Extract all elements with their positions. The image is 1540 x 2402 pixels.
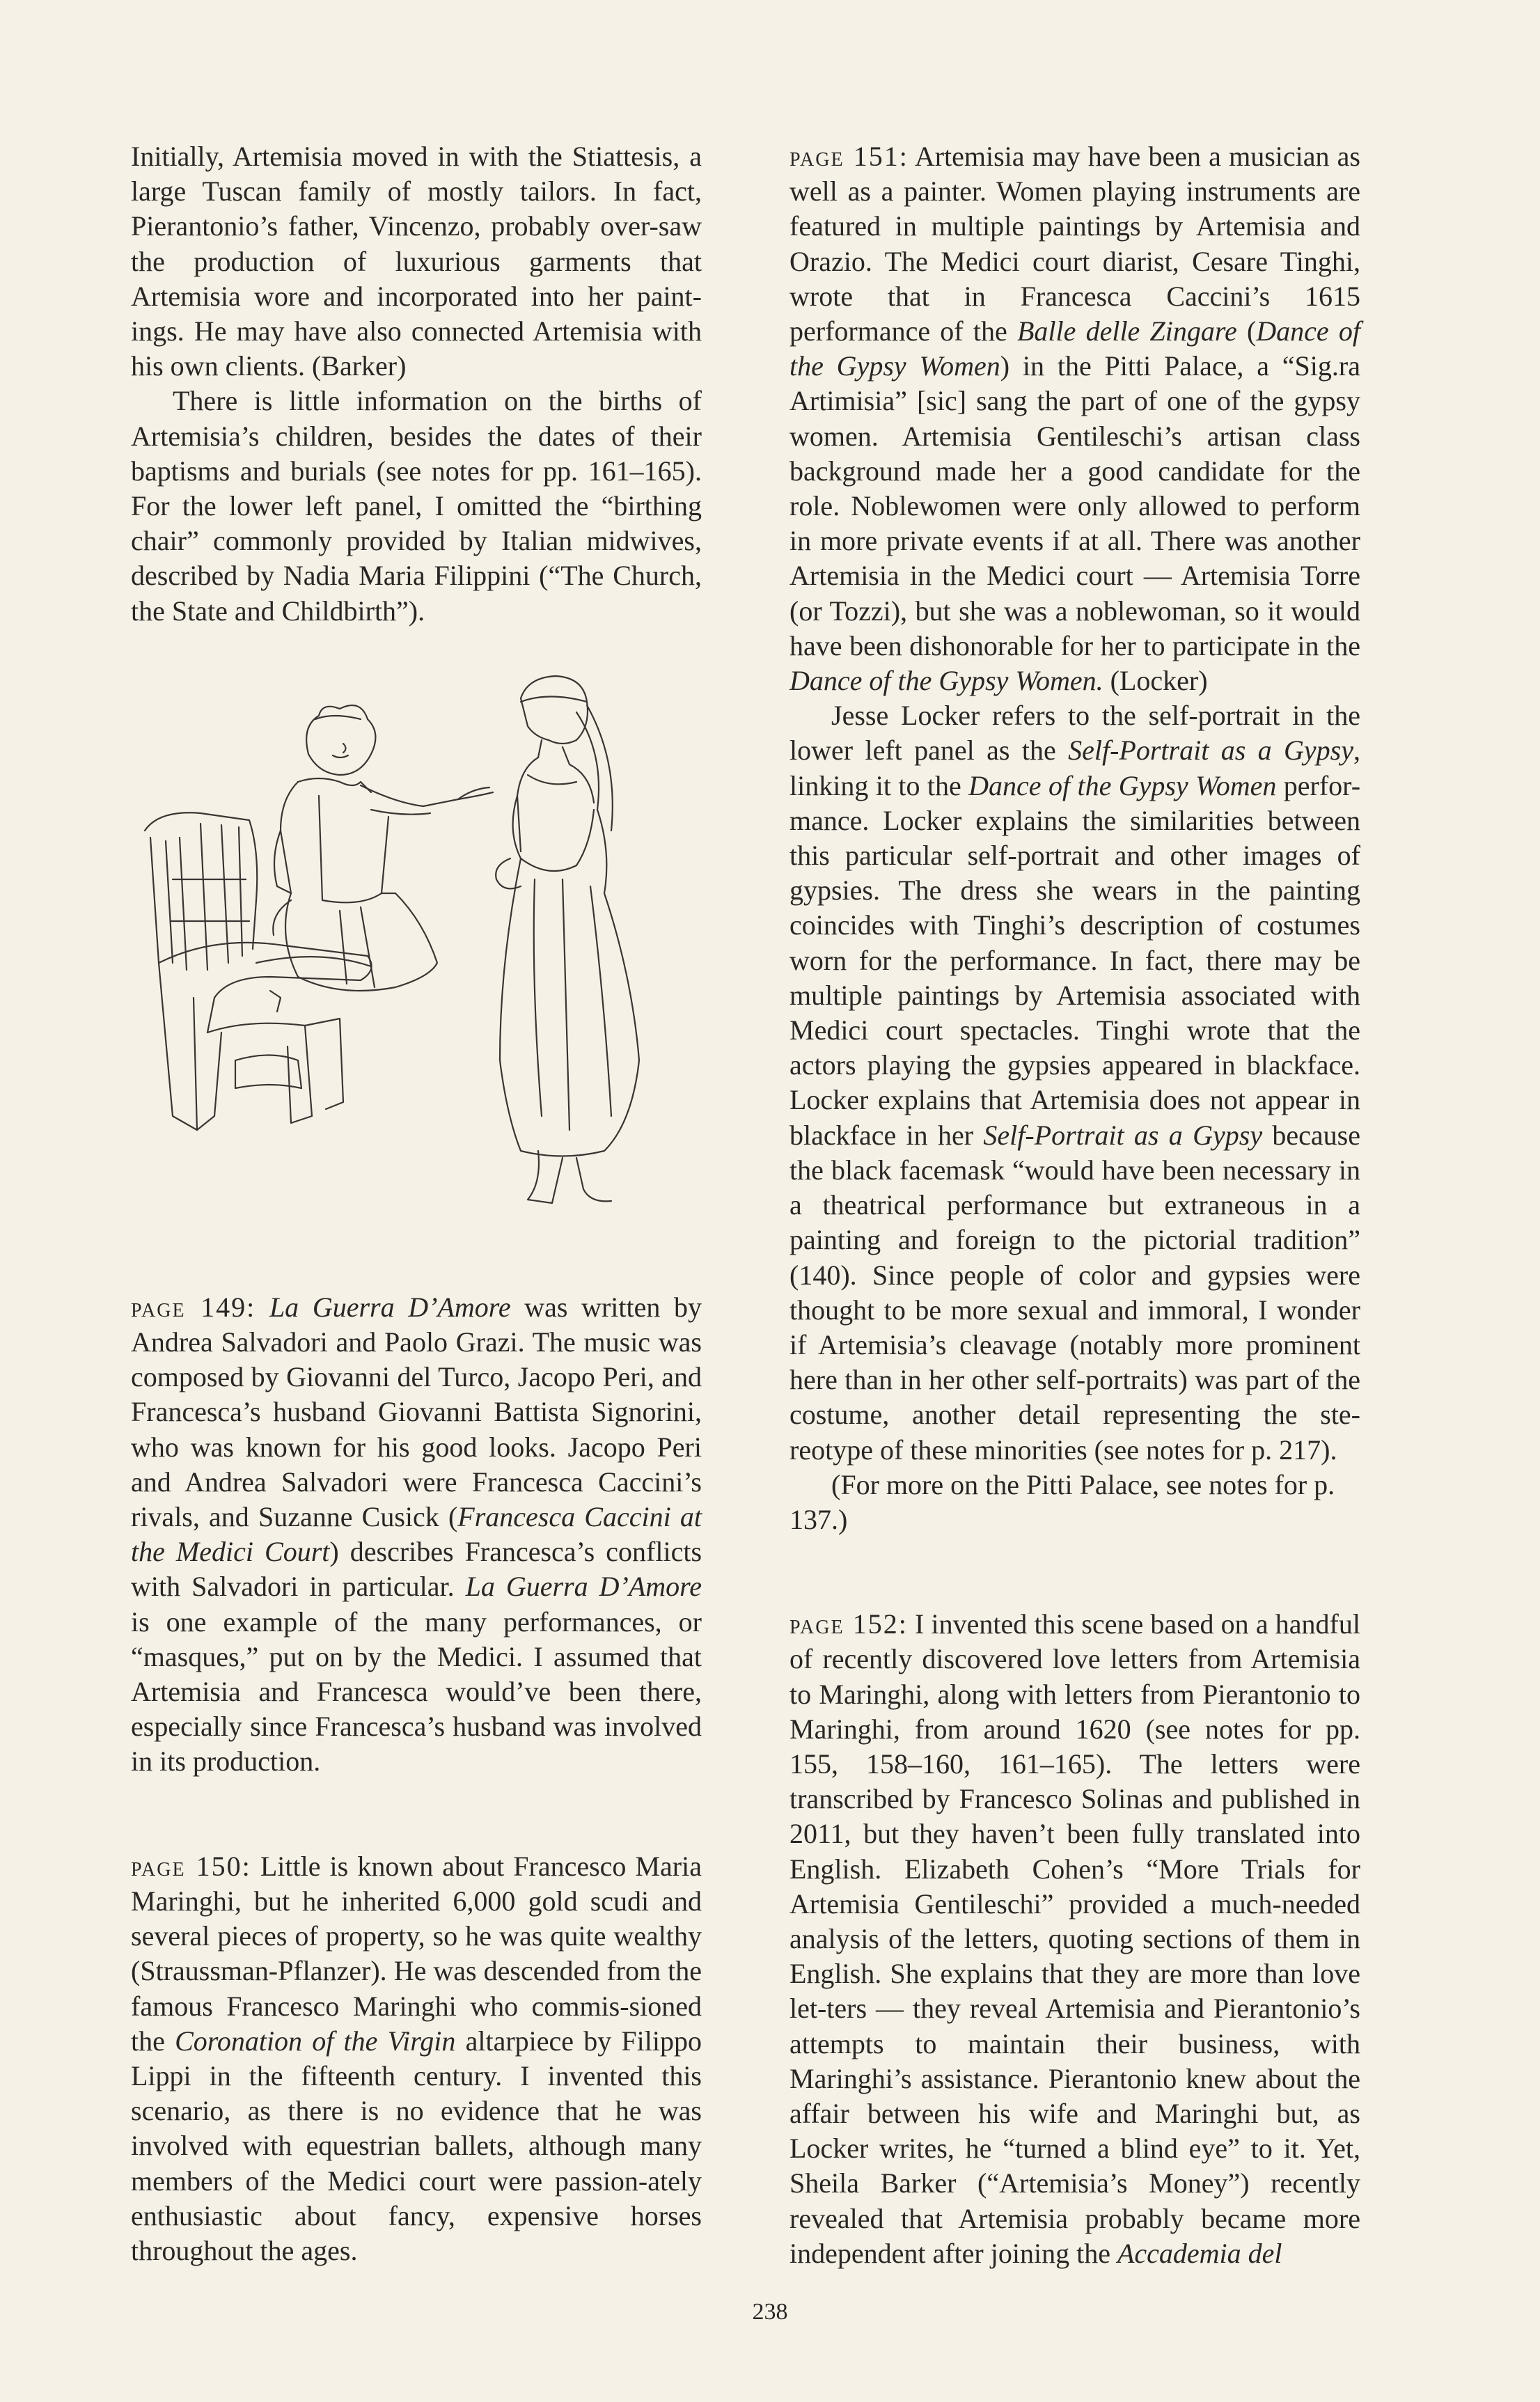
note-page-151: page 151: Artemisia may have been a musician as well as a painter. Women playing instruments are featured in multiple paintings by Artemisia and Orazio. The Medici court diarist, Cesare Tinghi, wrote that in Francesca Caccini’s 1615 performance of the Balle delle Zingare (Dance of the Gypsy Women) in the Pitti Palace, a “Sig.ra Artimisia” [sic] sang the part of one of the gypsy women. Artemisia Gentileschi’s artisan class background made her a good candidate for the role. Noblewomen were only allowed to perform in more private events if at all. There was another Artemisia in the Medici court — Artemisia Torre (or Tozzi), but she was a noblewoman, so it would have been dishonorable for her to participate in the Dance of the Gypsy Women. (Locker) — [789, 141, 1360, 697]
paragraph-pitti-palace-reference: (For more on the Pitti Palace, see notes for p. 137.) — [789, 1468, 1335, 1535]
pregnant-woman-figure-drawing — [496, 676, 639, 1203]
note-page-152: page 152: I invented this scene based on a handful of recently discovered love letters from Artemisia to Maringhi, along with letters from Pierantonio to Maringhi, from around 1620 (see notes for pp. 155, 158–160, 161–165). The letters were transcribed by Francesco Solinas and published in 2011, but they haven’t been fully translated into English. Elizabeth Cohen’s “More Trials for Artemisia Gentileschi” provided a much-needed analysis of the letters, quoting sections of them in English. She explains that they are more than love let-ters — they reveal Artemisia and Pierantonio’s attempts to maintain their business, with Maringhi’s assistance. Pierantonio knew about the affair between his wife and Maringhi but, as Locker writes, he “turned a blind eye” to it. Yet, Sheila Barker (“Artemisia’s Money”) recently revealed that Artemisia probably became more independent after joining the Accademia del — [789, 1608, 1360, 2269]
note-page-149: page 149: La Guerra D’Amore was written by Andrea Salvadori and Paolo Grazi. The music was composed by Giovanni del Turco, Jacopo Peri, and Francesca’s husband Giovanni Battista Signorini, who was known for his good looks. Jacopo Peri and Andrea Salvadori were Francesca Caccini’s rivals, and Suzanne Cusick (Francesca Caccini at the Medici Court) describes Francesca’s conflicts with Salvadori in particular. La Guerra D’Amore is one example of the many performances, or “masques,” put on by the Medici. I assumed that Artemisia and Francesca would’ve been there, especially since Francesca’s husband was involved in its production. — [131, 1291, 702, 1777]
illustration-midwife-birthing-chair — [131, 670, 702, 1227]
right-column — [789, 139, 1360, 2271]
paragraph-births: There is little information on the births of Artemisia’s children, besides the dates of their baptisms and burials (see notes for pp. 161–165). For the lower left panel, I omitted the “birthing chair” commonly provided by Italian midwives, described by Nadia Maria Filippini (“The Church, the State and Childbirth”). — [131, 385, 702, 627]
paragraph-stiattesis: Initially, Artemisia moved in with the Stiattesis, a large Tuscan family of mostly tailors. In fact, Pierantonio’s father, Vincenzo, probably over-saw the production of luxurious garments that Artemisia wore and incorporated into her paint-ings. He may have also connected Artemisia with his own clients. (Barker) — [131, 141, 702, 382]
birthing-chair-drawing — [145, 813, 372, 1130]
note-page-150: page 150: Little is known about Francesco Maria Maringhi, but he inherited 6,000 gold scudi and several pieces of property, so he was quite wealthy (Straussman-Pflanzer). He was descended from the famous Francesco Maringhi who commis-sioned the Coronation of the Virgin altarpiece by Filippo Lippi in the fifteenth century. I invented this scenario, as there is no evidence that he was involved with equestrian ballets, although many members of the Medici court were passion-ately enthusiastic about fancy, expensive horses throughout the ages. — [131, 1850, 702, 2266]
paragraph-locker-self-portrait: Jesse Locker refers to the self-portrait in the lower left panel as the Self-Portrait as a Gypsy, linking it to the Dance of the Gypsy Women perfor-mance. Locker explains the similarities between this particular self-portrait and other images of gypsies. The dress she wears in the painting coincides with Tinghi’s description of costumes worn for the performance. In fact, there may be multiple paintings by Artemisia associated with Medici court spectacles. Tinghi wrote that the actors playing the gypsies appeared in blackface. Locker explains that Artemisia does not appear in blackface in her Self-Portrait as a Gypsy because the black facemask “would have been necessary in a theatrical performance but extraneous in a painting and foreign to the pictorial tradition” (140). Since people of color and gypsies were thought to be more sexual and immoral, I wonder if Artemisia’s cleavage (notably more prominent here than in her other self-portraits) was part of the costume, another detail representing the ste-reotype of these minorities (see notes for p. 217). — [789, 700, 1361, 1466]
page-number: 238 — [752, 2299, 788, 2325]
left-column — [131, 139, 702, 2268]
